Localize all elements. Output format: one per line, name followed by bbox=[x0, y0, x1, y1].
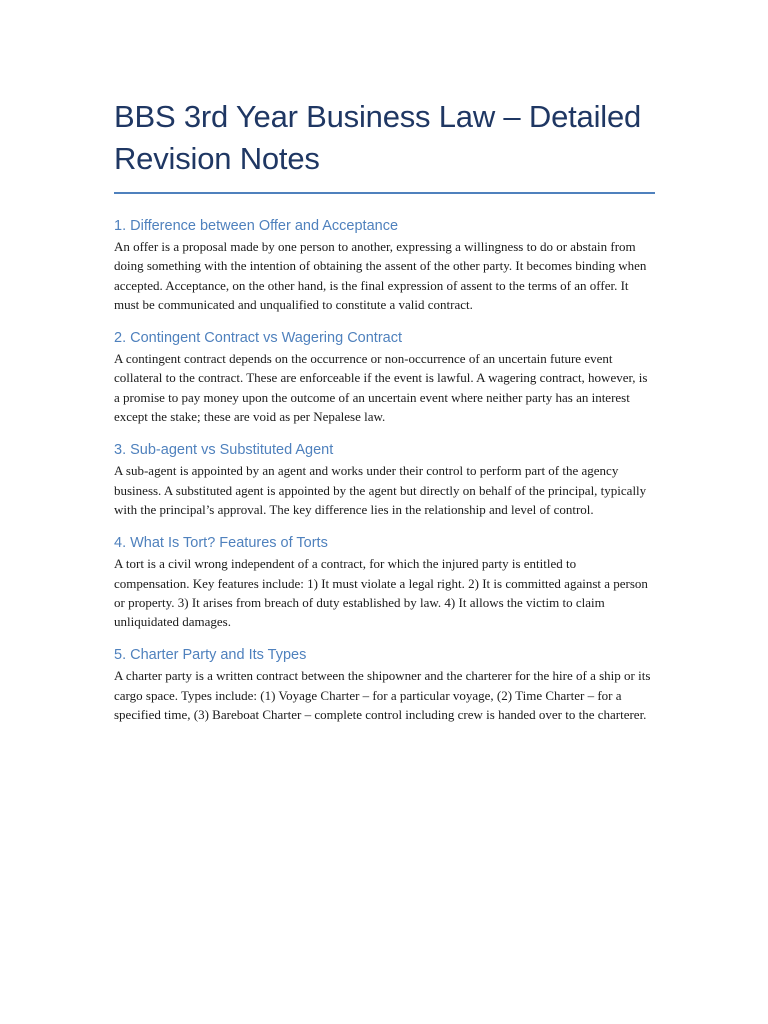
section-contingent-wagering bbox=[114, 328, 654, 426]
section-charter-party bbox=[114, 645, 654, 724]
title-divider bbox=[114, 192, 655, 194]
section-heading: 4. What Is Tort? Features of Torts bbox=[114, 535, 328, 552]
section-body: A sub-agent is appointed by an agent and works under their control to perform part of the agency business. A substituted agent is appointed by the agent but directly on behalf of the principal, typically with the principal’s approval. The key difference lies in the relationship and level of control. bbox=[114, 463, 647, 517]
section-tort bbox=[114, 533, 654, 631]
section-body: A contingent contract depends on the occurrence or non-occurrence of an uncertain future event collateral to the contract. These are enforceable if the event is lawful. A wagering contract, however, is a promise to pay money upon the outcome of an uncertain event where neither party has an interest except the stake; these are void as per Nepalese law. bbox=[114, 351, 648, 425]
section-heading: 3. Sub-agent vs Substituted Agent bbox=[114, 442, 334, 459]
section-offer-acceptance bbox=[114, 216, 654, 314]
document-page bbox=[114, 96, 654, 738]
document-title: BBS 3rd Year Business Law – Detailed Revision Notes bbox=[114, 99, 642, 176]
section-heading: 2. Contingent Contract vs Wagering Contract bbox=[114, 330, 402, 347]
section-subagent-substituted bbox=[114, 440, 654, 519]
section-heading: 5. Charter Party and Its Types bbox=[114, 647, 307, 664]
section-body: An offer is a proposal made by one person to another, expressing a willingness to do or abstain from doing something with the intention of obtaining the assent of the other party. It becomes binding when accepted. Acceptance, on the other hand, is the final expression of assent to the terms of an offer. It must be communicated and unqualified to constitute a valid contract. bbox=[114, 239, 647, 312]
section-body: A tort is a civil wrong independent of a contract, for which the injured party is entitled to compensation. Key features include: 1) It must violate a legal right. 2) It is committed against a person or property. 3) It arises from breach of duty established by law. 4) It allows the victim to claim unliquidated damages. bbox=[114, 556, 648, 630]
section-body: A charter party is a written contract between the shipowner and the charterer for the hire of a ship or its cargo space. Types include: (1) Voyage Charter – for a particular voyage, (2) Time Charter – for a specified time, (3) Bareboat Charter – complete control including crew is handed over to the charterer. bbox=[114, 668, 651, 723]
section-heading: 1. Difference between Offer and Acceptance bbox=[114, 218, 399, 234]
